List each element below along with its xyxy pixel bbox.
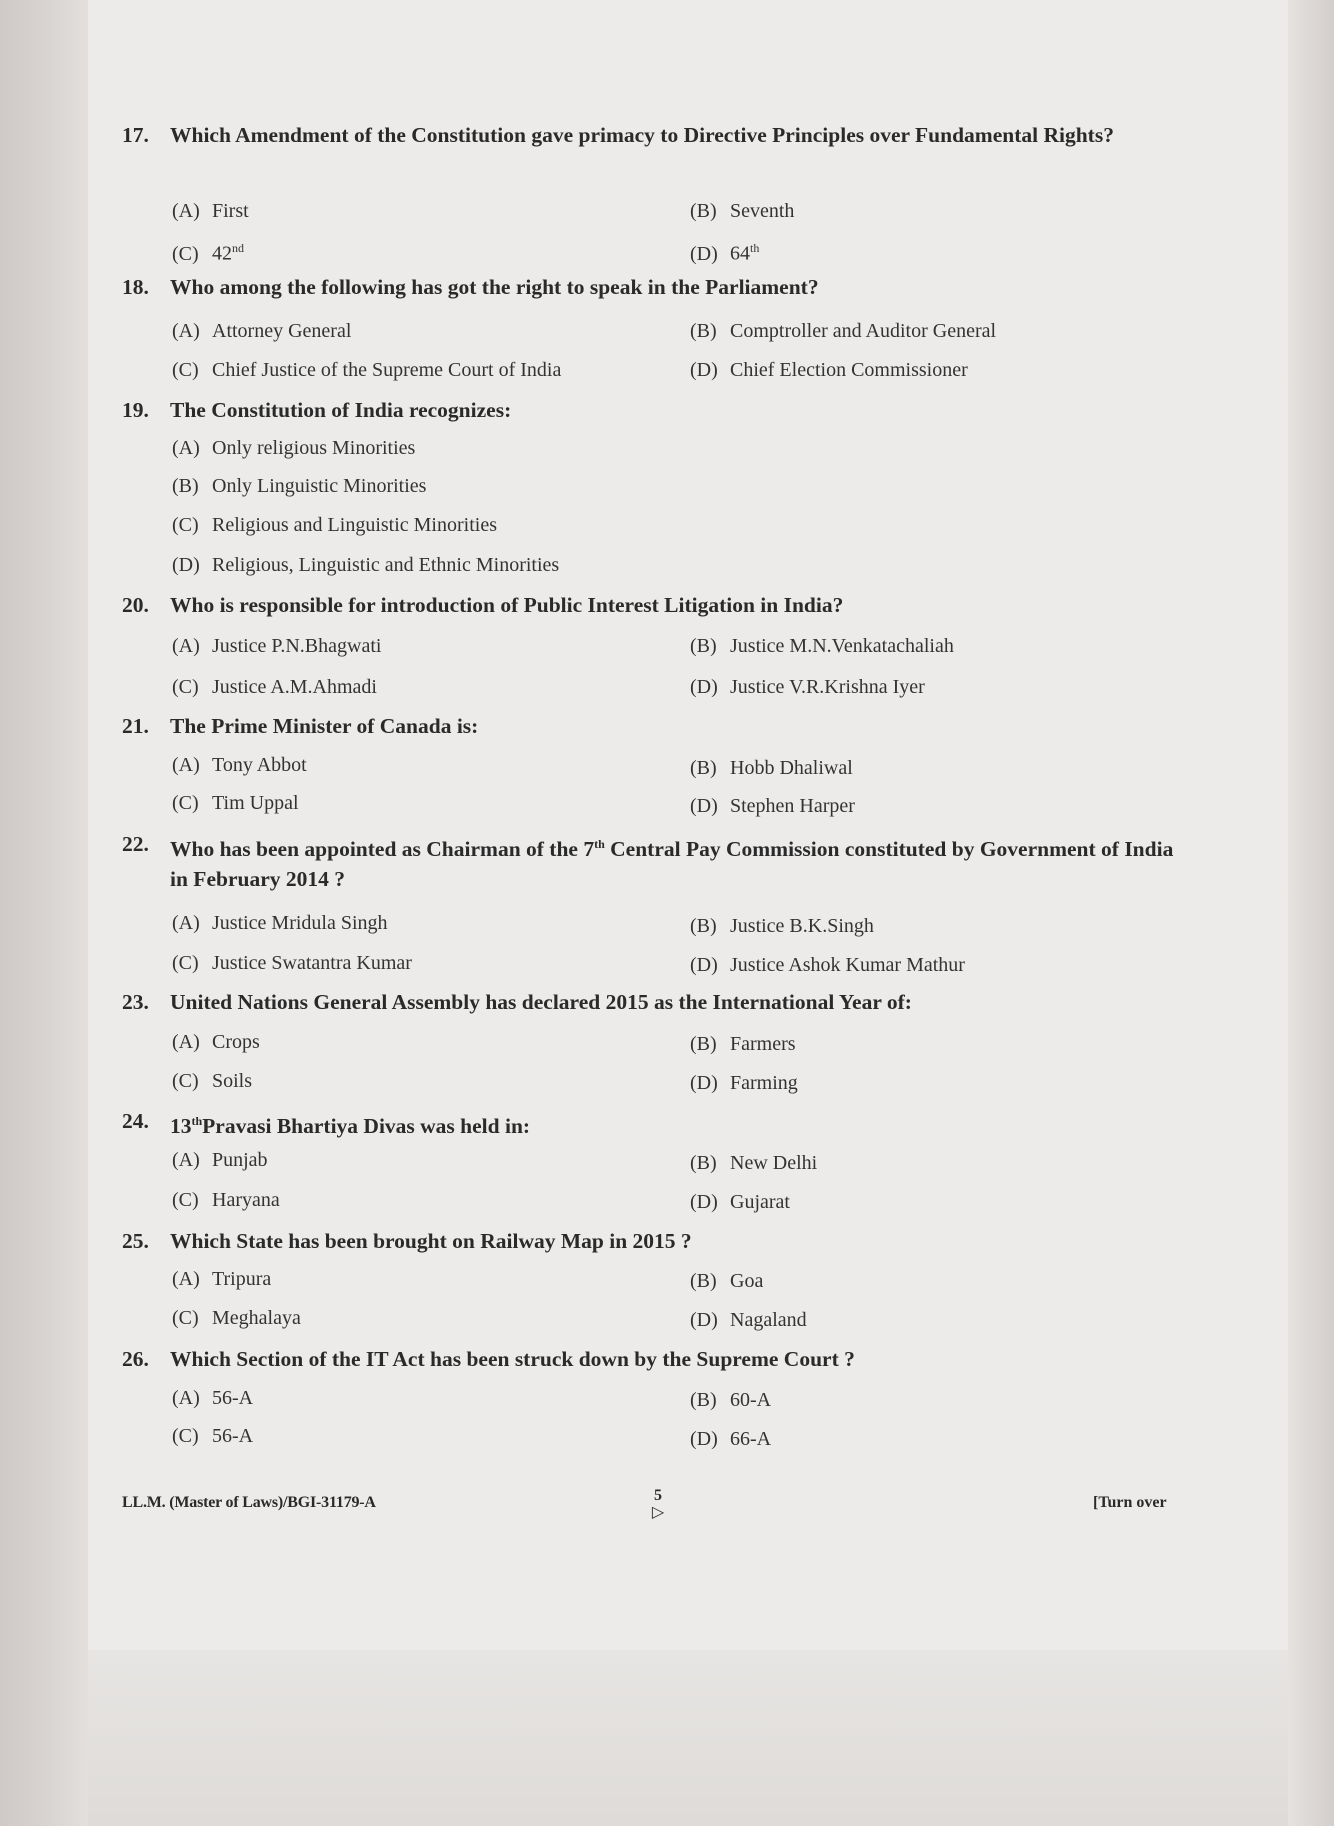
option-a: (A) Punjab [172,1149,268,1171]
question-number: 17. [122,123,149,147]
option-b: (B) 60-A [690,1389,772,1411]
question-number: 19. [122,398,149,422]
question-number: 18. [122,275,149,299]
question-number: 25. [122,1229,149,1253]
option-d: (D) Farming [690,1072,798,1094]
option-a: (A) Tripura [172,1268,272,1290]
question-text: Which State has been brought on Railway Map in 2015 ? [170,1229,692,1253]
option-b: (B) Farmers [690,1033,796,1055]
option-c: (C) Justice Swatantra Kumar [172,952,412,974]
option-a: (A) First [172,200,249,222]
option-d: (D) Justice Ashok Kumar Mathur [690,954,965,976]
question-number: 22. [122,832,149,856]
option-b: (B) Hobb Dhaliwal [690,757,853,779]
option-d: (D) Stephen Harper [690,795,855,817]
question-text: The Prime Minister of Canada is: [170,714,479,738]
option-c: (C) Justice A.M.Ahmadi [172,676,377,698]
turn-over-label: [Turn over [1093,1494,1167,1511]
question-20 [122,590,1182,620]
question-21 [122,711,1182,741]
option-a: (A) Justice Mridula Singh [172,912,388,934]
option-c: (C) Chief Justice of the Supreme Court of India [172,359,562,381]
page-arrow-icon: ▷ [651,1504,665,1521]
question-text: Who is responsible for introduction of Public Interest Litigation in India? [170,593,844,617]
question-number: 20. [122,593,149,617]
question-number: 26. [122,1347,149,1371]
scan-edge-left [0,0,88,1826]
question-text: Which Amendment of the Constitution gave primacy to Directive Principles over Fundamental Rights? [170,123,1114,147]
option-c: (C) 56-A [172,1425,254,1447]
question-text: The Constitution of India recognizes: [170,398,512,422]
question-19 [122,395,1182,425]
option-b: (B) Only Linguistic Minorities [172,475,427,497]
question-17 [122,120,1182,150]
option-c: (C) Tim Uppal [172,792,299,814]
question-24 [122,1106,1182,1141]
question-number: 24. [122,1109,149,1133]
option-d: (D) Religious, Linguistic and Ethnic Minorities [172,554,560,576]
option-d: (D) Chief Election Commissioner [690,359,968,381]
option-d: (D) 64th [690,241,760,265]
question-text: Who has been appointed as Chairman of the 7th Central Pay Commission constituted by Government of India in February 2014 ? [170,837,1174,892]
question-number: 23. [122,990,149,1014]
option-d: (D) Justice V.R.Krishna Iyer [690,676,925,698]
scan-edge-right [1288,0,1334,1826]
option-a: (A) Crops [172,1031,260,1053]
question-number: 21. [122,714,149,738]
option-b: (B) Justice B.K.Singh [690,915,874,937]
option-b: (B) Justice M.N.Venkatachaliah [690,635,954,657]
option-b: (B) New Delhi [690,1152,818,1174]
course-code: LL.M. (Master of Laws)/BGI-31179-A [122,1494,376,1511]
option-c: (C) Religious and Linguistic Minorities [172,514,497,536]
option-b: (B) Seventh [690,200,795,222]
page-bottom-shadow [88,1650,1288,1826]
option-a: (A) Only religious Minorities [172,437,416,459]
option-c: (C) Meghalaya [172,1307,301,1329]
option-c: (C) 42nd [172,241,244,265]
option-c: (C) Soils [172,1070,253,1092]
question-26 [122,1344,1182,1374]
option-a: (A) Attorney General [172,320,352,342]
option-d: (D) Gujarat [690,1191,790,1213]
option-c: (C) Haryana [172,1189,280,1211]
option-d: (D) Nagaland [690,1309,807,1331]
question-text: Who among the following has got the right to speak in the Parliament? [170,275,819,299]
page-number: 5 ▷ [648,1487,668,1521]
question-23 [122,987,1182,1017]
question-25 [122,1226,1182,1256]
question-22 [122,829,1182,894]
option-a: (A) Justice P.N.Bhagwati [172,635,382,657]
option-d: (D) 66-A [690,1428,772,1450]
question-18 [122,272,1182,302]
option-b: (B) Goa [690,1270,764,1292]
option-b: (B) Comptroller and Auditor General [690,320,997,342]
option-a: (A) Tony Abbot [172,754,307,776]
question-text: 13thPravasi Bhartiya Divas was held in: [170,1114,531,1139]
question-text: United Nations General Assembly has declared 2015 as the International Year of: [170,990,912,1014]
option-a: (A) 56-A [172,1387,254,1409]
question-text: Which Section of the IT Act has been struck down by the Supreme Court ? [170,1347,855,1371]
